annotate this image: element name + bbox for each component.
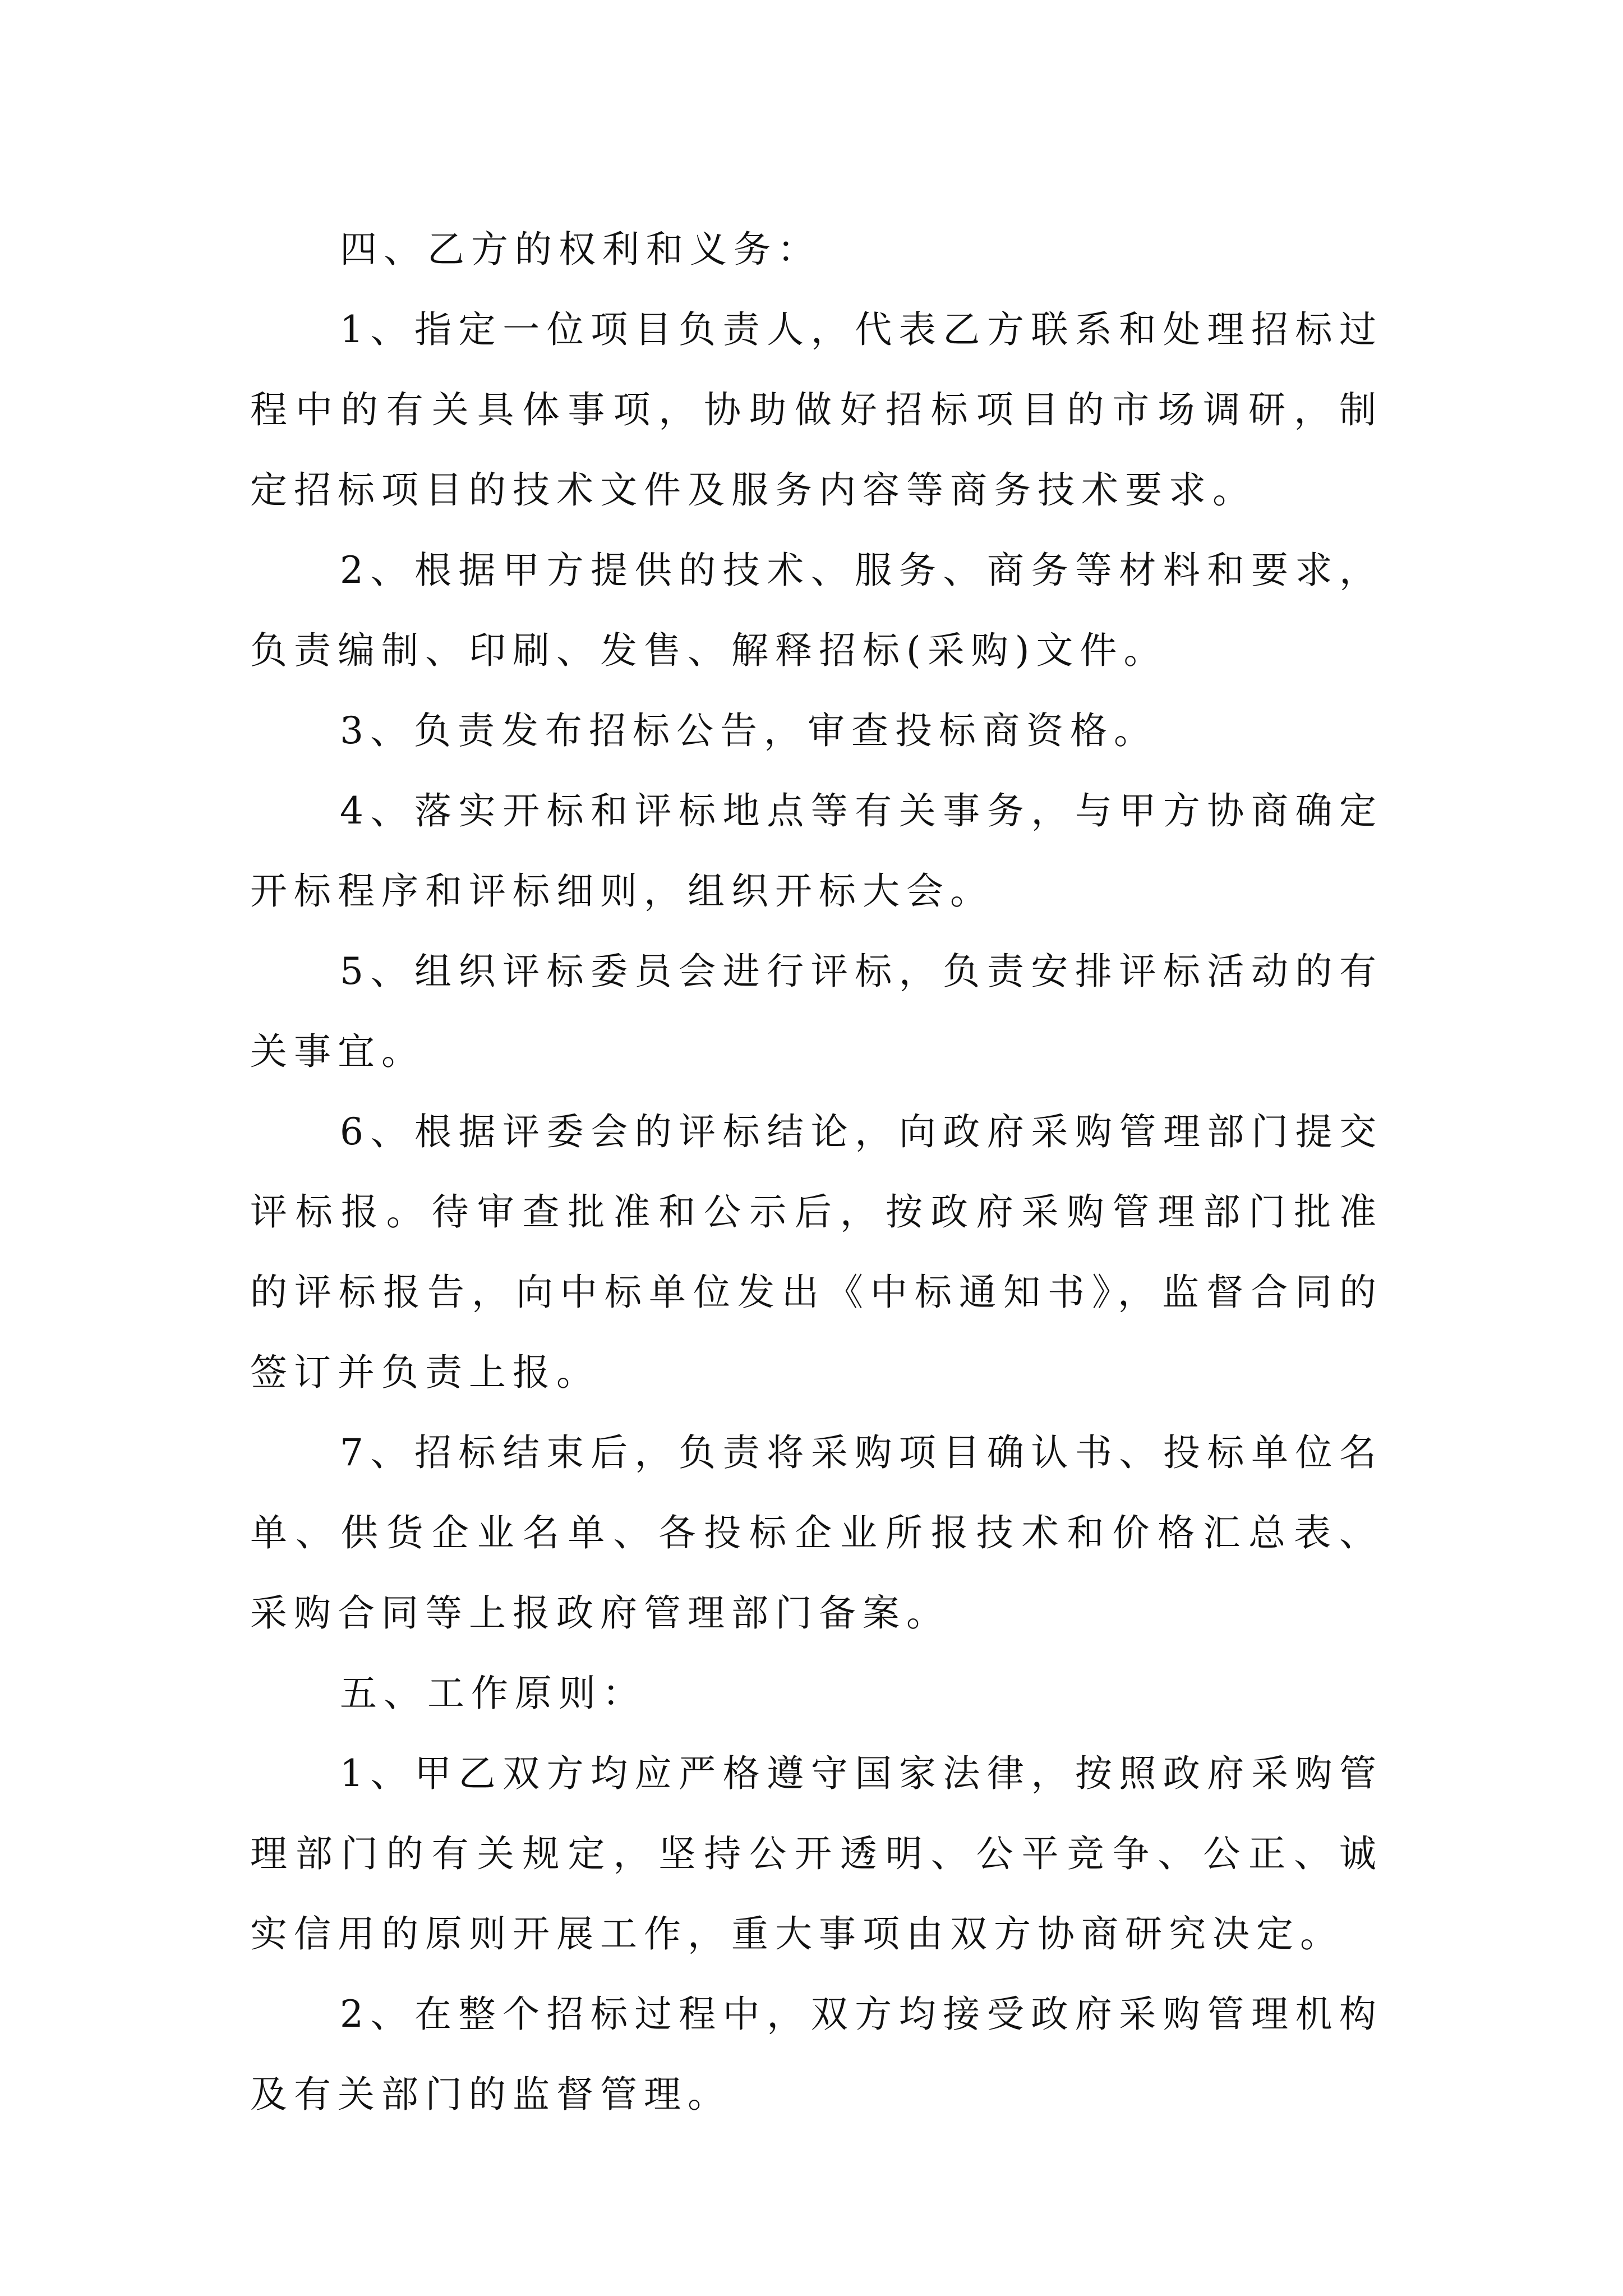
- paragraph-principle-2: 2、在整个招标过程中，双方均接受政府采购管理机构及有关部门的监督管理。: [250, 1993, 1383, 2116]
- paragraph-item-3: 3、负责发布招标公告，审查投标商资格。: [340, 709, 1158, 752]
- paragraph-principle-1: 1、甲乙双方均应严格遵守国家法律，按照政府采购管理部门的有关规定，坚持公开透明、公平竞争、公正、诚实信用的原则开展工作，重大事项由双方协商研究决定。: [250, 1752, 1383, 1955]
- paragraph-item-4: 4、落实开标和评标地点等有关事务，与甲方协商确定开标程序和评标细则，组织开标大会。: [250, 789, 1383, 913]
- section-heading-work-principles: 五、工作原则：: [340, 1672, 646, 1715]
- document-body: [250, 209, 1383, 2134]
- paragraph-item-6: 6、根据评委会的评标结论，向政府采购管理部门提交评标报。待审查批准和公示后，按政府采购管理部门批准的评标报告，向中标单位发出《中标通知书》，监督合同的签订并负责上报。: [250, 1110, 1383, 1394]
- paragraph-item-7: 7、招标结束后，负责将采购项目确认书、投标单位名单、供货企业名单、各投标企业所报技术和价格汇总表、采购合同等上报政府管理部门备案。: [250, 1431, 1383, 1635]
- paragraph-item-1: 1、指定一位项目负责人，代表乙方联系和处理招标过程中的有关具体事项，协助做好招标项目的市场调研，制定招标项目的技术文件及服务内容等商务技术要求。: [250, 308, 1383, 512]
- paragraph-item-5: 5、组织评标委员会进行评标，负责安排评标活动的有关事宜。: [250, 950, 1383, 1073]
- section-heading-party-b-rights: 四、乙方的权利和义务：: [340, 228, 821, 271]
- paragraph-item-2: 2、根据甲方提供的技术、服务、商务等材料和要求，负责编制、印刷、发售、解释招标(采购)文件。: [250, 549, 1383, 672]
